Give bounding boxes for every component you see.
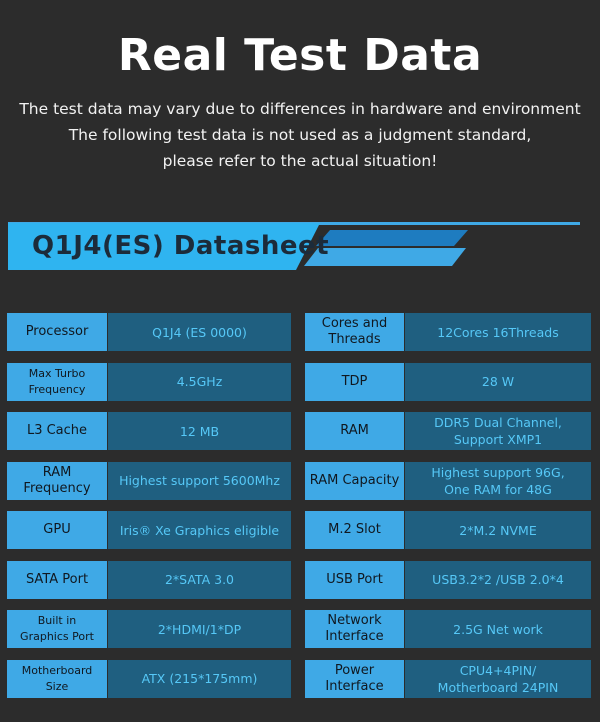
spec-label: RAM Capacity: [305, 462, 404, 500]
spec-label: Processor: [7, 313, 107, 351]
disclaimer-line: The test data may vary due to differences in hardware and environment: [19, 100, 581, 118]
spec-row: [7, 610, 591, 648]
spec-label: L3 Cache: [7, 412, 107, 450]
spec-label: Motherboard Size: [7, 660, 107, 698]
spec-label: GPU: [7, 511, 107, 549]
disclaimer-text: [0, 96, 600, 174]
spec-label: Network Interface: [305, 610, 404, 648]
datasheet-banner: [0, 218, 600, 278]
spec-row: [7, 412, 591, 450]
disclaimer-line: The following test data is not used as a judgment standard,: [68, 126, 532, 144]
spec-row: [7, 313, 591, 351]
spec-value: 2.5G Net work: [405, 610, 591, 648]
spec-label: Cores and Threads: [305, 313, 404, 351]
spec-value: Q1J4 (ES 0000): [108, 313, 291, 351]
spec-value: CPU4+4PIN/ Motherboard 24PIN: [405, 660, 591, 698]
disclaimer-line: please refer to the actual situation!: [162, 152, 438, 170]
spec-label: Built in Graphics Port: [7, 610, 107, 648]
spec-row: [7, 561, 591, 599]
spec-value: 4.5GHz: [108, 363, 291, 401]
spec-value: Highest support 96G, One RAM for 48G: [405, 462, 591, 500]
page-title: Real Test Data: [117, 30, 483, 81]
spec-label: Max Turbo Frequency: [7, 363, 107, 401]
spec-label: USB Port: [305, 561, 404, 599]
spec-value: Highest support 5600Mhz: [108, 462, 291, 500]
spec-label: TDP: [305, 363, 404, 401]
spec-value: 28 W: [405, 363, 591, 401]
spec-label: RAM Frequency: [7, 462, 107, 500]
spec-value: DDR5 Dual Channel, Support XMP1: [405, 412, 591, 450]
spec-row: [7, 511, 591, 549]
spec-label: SATA Port: [7, 561, 107, 599]
datasheet-title: Q1J4(ES) Datasheet: [32, 231, 330, 261]
spec-label: RAM: [305, 412, 404, 450]
spec-row: [7, 660, 591, 698]
spec-row: [7, 363, 591, 401]
spec-label: M.2 Slot: [305, 511, 404, 549]
spec-value: 12Cores 16Threads: [405, 313, 591, 351]
spec-label: Power Interface: [305, 660, 404, 698]
spec-row: [7, 462, 591, 500]
spec-value: Iris® Xe Graphics eligible: [108, 511, 291, 549]
spec-value: 2*HDMI/1*DP: [108, 610, 291, 648]
spec-value: ATX (215*175mm): [108, 660, 291, 698]
spec-value: 2*SATA 3.0: [108, 561, 291, 599]
spec-value: 12 MB: [108, 412, 291, 450]
spec-value: 2*M.2 NVME: [405, 511, 591, 549]
spec-value: USB3.2*2 /USB 2.0*4: [405, 561, 591, 599]
